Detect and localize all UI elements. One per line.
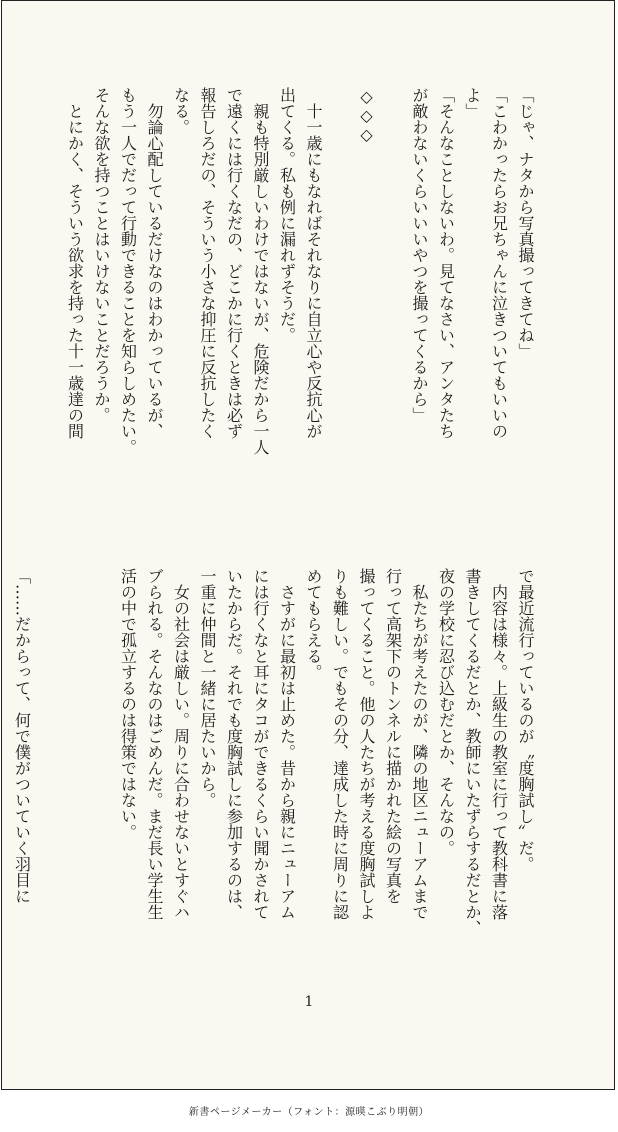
text-line: 活の中で孤立するのは得策ではない。 <box>118 568 138 840</box>
text-line: 「こわかったらお兄ちゃんに泣きついてもいいの <box>489 87 509 439</box>
text-line: で最近流行っているのが〝度胸試し〟だ。 <box>516 568 535 872</box>
text-line: 夜の学校に忍び込むだとか、そんなの。 <box>436 568 456 856</box>
text-line <box>379 87 406 522</box>
text-line <box>88 568 115 968</box>
text-line: とにかく、そういう欲求を持った十一歳達の間 <box>65 87 85 439</box>
text-line <box>61 568 88 968</box>
text-line: なる。 <box>171 87 191 135</box>
text-line: 「そんなことしないわ。見てなさい、アンタたち <box>436 87 456 439</box>
text-line: 報告しろだの、そういう小さな抑圧に反抗したく <box>198 87 217 439</box>
text-line: 書きしてくるだとか、教師にいたずらするだとか、 <box>463 568 482 936</box>
text-line: 「……だからって、何で僕がついていく羽目に <box>12 568 32 904</box>
text-line: 一重に仲間と一緒に居たいから。 <box>198 568 217 808</box>
text-line: 親も特別厳しいわけではないが、危険だから一人 <box>251 87 270 455</box>
text-line: 行って高架下のトンネルに描かれた絵の写真を <box>383 568 403 904</box>
text-line <box>326 87 353 522</box>
text-line: めてもらえる。 <box>304 568 323 680</box>
text-line: 女の社会は厳しい。周りに合わせないとすぐハ <box>171 568 191 920</box>
text-line: よ」 <box>463 87 482 119</box>
text-line <box>35 568 62 968</box>
text-line: りも難しい。でもその分、達成した時に周りに認 <box>330 568 350 920</box>
text-line: 「じゃ、ナタから写真撮ってきてね」 <box>516 87 535 359</box>
text-line: で遠くには行くなだの、どこかに行くときは必ず <box>224 87 244 439</box>
text-line: そんな欲を持つことはいけないことだろうか。 <box>92 87 111 423</box>
text-line: いたからだ。それでも度胸試しに参加するのは、 <box>224 568 244 920</box>
text-line: 私たちが考えたのが、隣の地区ニューアムまで <box>410 568 429 920</box>
text-line: 撮ってくること。他の人たちが考える度胸試しよ <box>357 568 376 920</box>
text-line: が敵わないくらいいいやつを撮ってくるから」 <box>410 87 429 423</box>
text-line: には行くなと耳にタコができるくらい聞かされて <box>251 568 270 920</box>
text-line: もう一人でだって行動できることを知らしめたい。 <box>118 87 138 455</box>
text-line: 勿論心配しているだけなのはわかっているが、 <box>145 87 164 439</box>
text-line: ブられる。そんなのはごめんだ。まだ長い学生生 <box>145 568 164 920</box>
footer-credit: 新書ページメーカー（フォント：源暎こぶり明朝） <box>188 1107 430 1118</box>
page-number: 1 <box>304 994 314 1010</box>
page-frame <box>1 0 615 1090</box>
text-line: さすがに最初は止めた。昔から親にニューアム <box>277 568 297 920</box>
text-block-top <box>61 87 538 522</box>
text-line: 内容は様々。上級生の教室に行って教科書に落 <box>489 568 509 920</box>
text-line: ◇◇◇ <box>357 87 376 144</box>
text-line: 十一歳にもなればそれなりに自立心や反抗心が <box>304 87 323 439</box>
text-block-bottom <box>8 568 538 968</box>
text-line: 出てくる。私も例に漏れずそうだ。 <box>277 87 297 343</box>
